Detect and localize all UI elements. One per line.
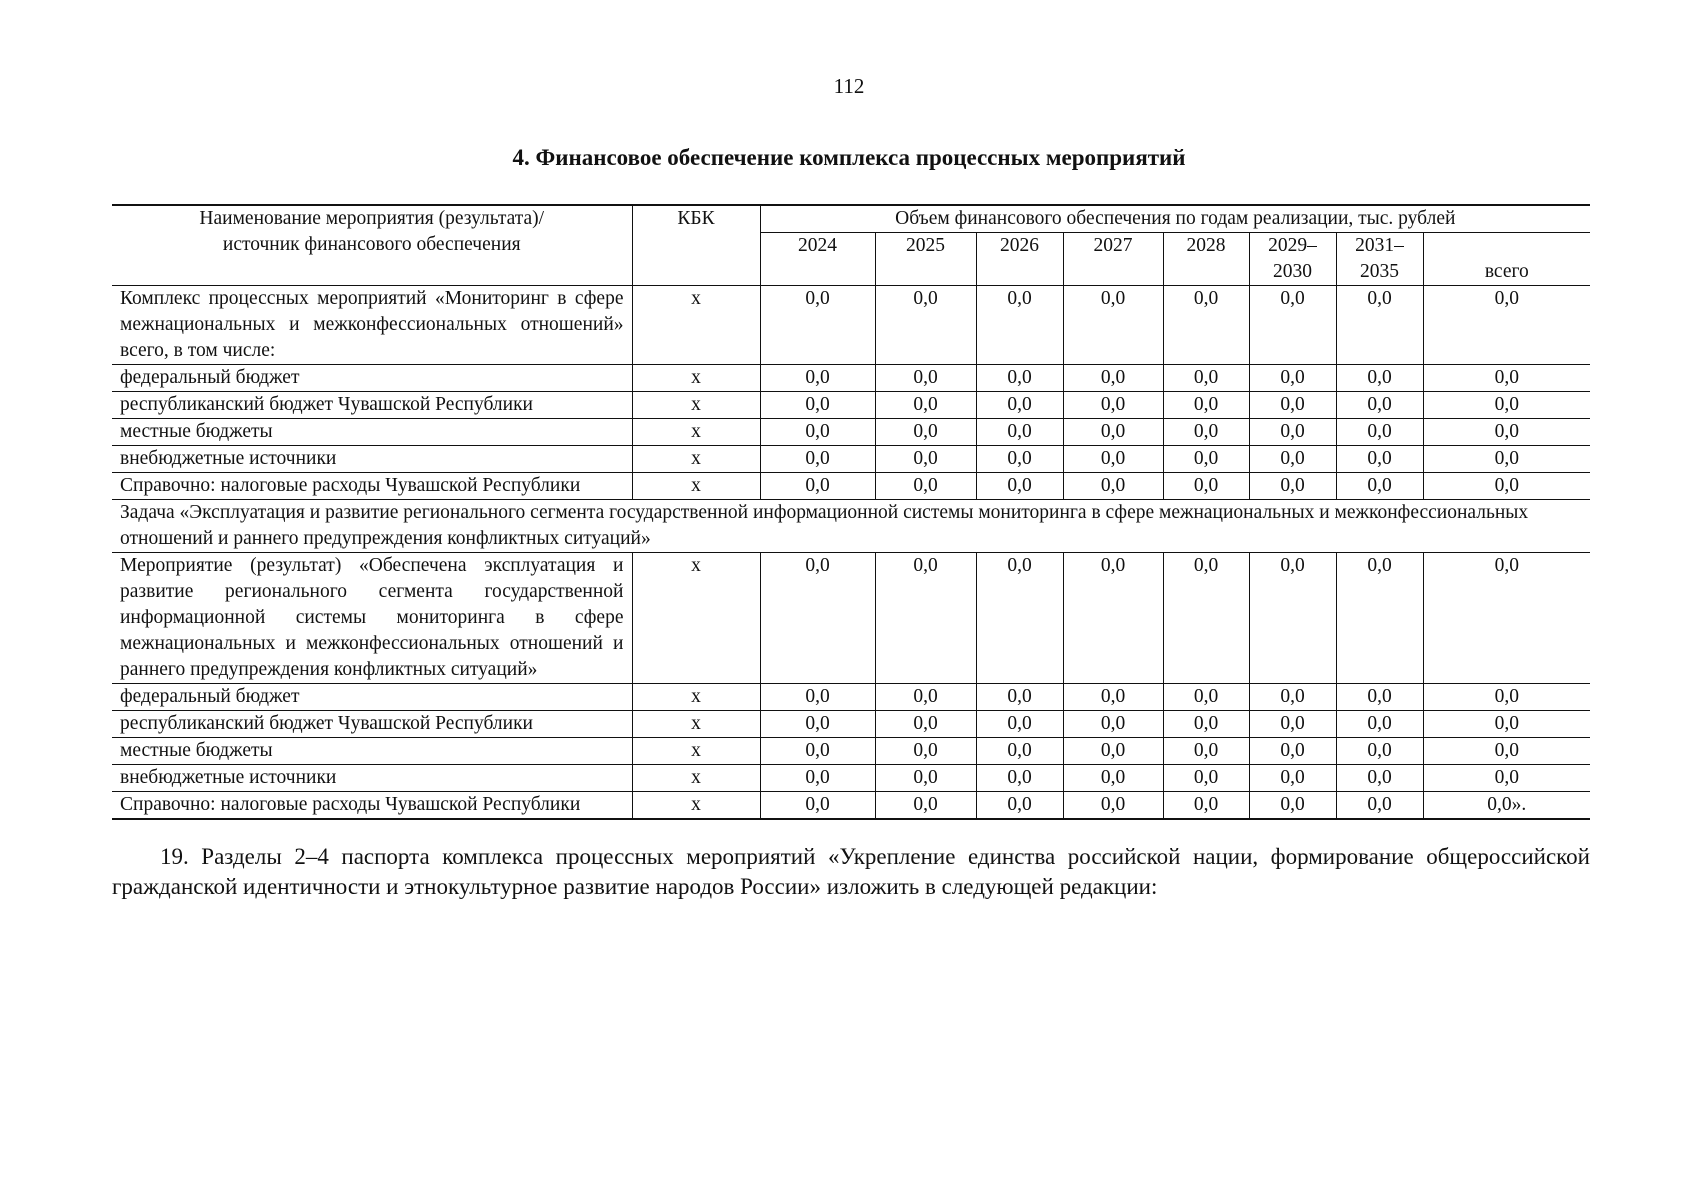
- row-value: 0,0: [1163, 286, 1249, 365]
- row-value: 0,0: [1163, 419, 1249, 446]
- row-value: 0,0: [1336, 446, 1423, 473]
- row-name: местные бюджеты: [112, 738, 632, 765]
- row-value: 0,0: [760, 738, 875, 765]
- row-value: 0,0: [1336, 419, 1423, 446]
- table-row: [112, 765, 1590, 792]
- task-row: [112, 500, 1590, 553]
- row-kbk: х: [632, 419, 760, 446]
- row-value: 0,0: [1063, 553, 1163, 684]
- row-value: 0,0: [875, 711, 976, 738]
- row-name: внебюджетные источники: [112, 446, 632, 473]
- row-value: 0,0: [1163, 392, 1249, 419]
- row-value: 0,0: [1063, 419, 1163, 446]
- row-value: 0,0: [1063, 684, 1163, 711]
- row-value: 0,0: [1249, 684, 1336, 711]
- row-value: 0,0: [976, 392, 1063, 419]
- table-row: [112, 684, 1590, 711]
- row-value: 0,0: [760, 711, 875, 738]
- row-value: 0,0: [760, 446, 875, 473]
- table-row: [112, 738, 1590, 765]
- page-number: 112: [833, 74, 865, 98]
- row-value: 0,0: [1336, 792, 1423, 820]
- row-value: 0,0: [1249, 392, 1336, 419]
- row-value: 0,0: [976, 765, 1063, 792]
- row-value: 0,0: [1163, 684, 1249, 711]
- header-kbk: КБК: [632, 205, 760, 286]
- header-year: 2027: [1063, 233, 1163, 286]
- table-row: [112, 473, 1590, 500]
- header-year: 2026: [976, 233, 1063, 286]
- row-value: 0,0: [1163, 553, 1249, 684]
- header-year: 2028: [1163, 233, 1249, 286]
- row-name: местные бюджеты: [112, 419, 632, 446]
- row-value: 0,0: [1336, 553, 1423, 684]
- row-value: 0,0: [1336, 365, 1423, 392]
- row-value: 0,0: [976, 684, 1063, 711]
- row-kbk: х: [632, 765, 760, 792]
- row-value: 0,0: [976, 365, 1063, 392]
- row-value: 0,0: [1163, 765, 1249, 792]
- header-year: 2031–2035: [1336, 233, 1423, 286]
- row-value: 0,0: [1163, 473, 1249, 500]
- row-value: 0,0: [1249, 553, 1336, 684]
- row-value: 0,0: [1249, 765, 1336, 792]
- row-value: 0,0: [1423, 419, 1590, 446]
- row-value: 0,0: [1163, 711, 1249, 738]
- row-value: 0,0: [1423, 711, 1590, 738]
- header-total: всего: [1423, 233, 1590, 286]
- row-value: 0,0: [760, 365, 875, 392]
- row-value: 0,0: [875, 738, 976, 765]
- row-name: Справочно: налоговые расходы Чувашской Республики: [112, 473, 632, 500]
- row-value: 0,0: [1423, 365, 1590, 392]
- row-value: 0,0: [1063, 365, 1163, 392]
- row-value: 0,0: [1063, 738, 1163, 765]
- row-value: 0,0: [760, 473, 875, 500]
- row-value: 0,0: [1336, 738, 1423, 765]
- table-row: [112, 792, 1590, 820]
- row-value: 0,0: [760, 419, 875, 446]
- row-name: республиканский бюджет Чувашской Республики: [112, 711, 632, 738]
- row-value: 0,0: [875, 286, 976, 365]
- row-value: 0,0: [976, 419, 1063, 446]
- row-kbk: х: [632, 711, 760, 738]
- row-value: 0,0: [976, 286, 1063, 365]
- row-value: 0,0: [1423, 738, 1590, 765]
- task-text: Задача «Эксплуатация и развитие регионального сегмента государственной информационной системы мониторинга в сфере межнациональных и межконфессиональных отношений и раннего предупреждения конфликтных ситуаций»: [112, 500, 1590, 553]
- row-value: 0,0».: [1423, 792, 1590, 820]
- row-value: 0,0: [1336, 684, 1423, 711]
- row-value: 0,0: [875, 684, 976, 711]
- row-value: 0,0: [1423, 286, 1590, 365]
- table-row: [112, 553, 1590, 684]
- row-value: 0,0: [1336, 473, 1423, 500]
- row-name: федеральный бюджет: [112, 684, 632, 711]
- row-value: 0,0: [1336, 711, 1423, 738]
- row-value: 0,0: [1163, 792, 1249, 820]
- table-row: [112, 711, 1590, 738]
- table-header-row: [112, 205, 1590, 233]
- row-value: 0,0: [1063, 392, 1163, 419]
- table-row: [112, 286, 1590, 365]
- row-value: 0,0: [1063, 792, 1163, 820]
- row-value: 0,0: [1163, 365, 1249, 392]
- table-body: [112, 286, 1590, 820]
- row-kbk: х: [632, 684, 760, 711]
- row-value: 0,0: [1163, 738, 1249, 765]
- row-value: 0,0: [1249, 365, 1336, 392]
- row-value: 0,0: [1063, 446, 1163, 473]
- row-kbk: х: [632, 286, 760, 365]
- row-name: Комплекс процессных мероприятий «Мониторинг в сфере межнациональных и межконфессиональных отношений» всего, в том числе:: [112, 286, 632, 365]
- row-name: федеральный бюджет: [112, 365, 632, 392]
- row-value: 0,0: [760, 286, 875, 365]
- row-kbk: х: [632, 392, 760, 419]
- row-value: 0,0: [976, 711, 1063, 738]
- row-value: 0,0: [1249, 792, 1336, 820]
- row-name: внебюджетные источники: [112, 765, 632, 792]
- row-name: Справочно: налоговые расходы Чувашской Республики: [112, 792, 632, 820]
- header-year: 2029–2030: [1249, 233, 1336, 286]
- row-value: 0,0: [1336, 392, 1423, 419]
- row-value: 0,0: [1336, 765, 1423, 792]
- row-value: 0,0: [1063, 286, 1163, 365]
- row-value: 0,0: [875, 446, 976, 473]
- row-value: 0,0: [976, 473, 1063, 500]
- row-value: 0,0: [875, 765, 976, 792]
- table-row: [112, 365, 1590, 392]
- row-value: 0,0: [1249, 446, 1336, 473]
- row-value: 0,0: [1163, 446, 1249, 473]
- section-title: 4. Финансовое обеспечение комплекса процессных мероприятий: [512, 145, 1186, 170]
- header-volume: Объем финансового обеспечения по годам реализации, тыс. рублей: [760, 205, 1590, 233]
- row-kbk: х: [632, 553, 760, 684]
- row-value: 0,0: [1249, 711, 1336, 738]
- row-value: 0,0: [1423, 446, 1590, 473]
- row-value: 0,0: [1063, 765, 1163, 792]
- row-value: 0,0: [875, 365, 976, 392]
- row-value: 0,0: [760, 553, 875, 684]
- row-kbk: х: [632, 473, 760, 500]
- row-value: 0,0: [875, 392, 976, 419]
- row-value: 0,0: [760, 765, 875, 792]
- row-value: 0,0: [1063, 473, 1163, 500]
- row-value: 0,0: [1249, 419, 1336, 446]
- row-value: 0,0: [760, 684, 875, 711]
- row-value: 0,0: [875, 419, 976, 446]
- table-row: [112, 392, 1590, 419]
- row-value: 0,0: [976, 738, 1063, 765]
- row-kbk: х: [632, 792, 760, 820]
- header-year: 2025: [875, 233, 976, 286]
- financing-table: [112, 204, 1590, 820]
- row-value: 0,0: [1249, 286, 1336, 365]
- row-value: 0,0: [1249, 738, 1336, 765]
- header-year: 2024: [760, 233, 875, 286]
- row-value: 0,0: [875, 473, 976, 500]
- row-value: 0,0: [875, 792, 976, 820]
- table-row: [112, 446, 1590, 473]
- row-value: 0,0: [760, 392, 875, 419]
- row-value: 0,0: [1423, 392, 1590, 419]
- row-name: республиканский бюджет Чувашской Республики: [112, 392, 632, 419]
- row-value: 0,0: [1423, 684, 1590, 711]
- row-value: 0,0: [1423, 473, 1590, 500]
- row-kbk: х: [632, 446, 760, 473]
- row-value: 0,0: [1423, 553, 1590, 684]
- row-value: 0,0: [1063, 711, 1163, 738]
- header-name: Наименование мероприятия (результата)/ источник финансового обеспечения: [112, 205, 632, 286]
- row-name: Мероприятие (результат) «Обеспечена эксплуатация и развитие регионального сегмента государственной информационной системы мониторинга в сфере межнациональных и межконфессиональных отношений и раннего предупреждения конфликтных ситуаций»: [112, 553, 632, 684]
- row-value: 0,0: [976, 553, 1063, 684]
- row-value: 0,0: [1249, 473, 1336, 500]
- row-value: 0,0: [1336, 286, 1423, 365]
- table-row: [112, 419, 1590, 446]
- row-kbk: х: [632, 365, 760, 392]
- row-value: 0,0: [1423, 765, 1590, 792]
- body-paragraph: 19. Разделы 2–4 паспорта комплекса процессных мероприятий «Укрепление единства российской нации, формирование общероссийской гражданской идентичности и этнокультурное развитие народов России» изложить в следующей редакции:: [112, 844, 1590, 899]
- row-value: 0,0: [875, 553, 976, 684]
- row-kbk: х: [632, 738, 760, 765]
- row-value: 0,0: [760, 792, 875, 820]
- row-value: 0,0: [976, 446, 1063, 473]
- row-value: 0,0: [976, 792, 1063, 820]
